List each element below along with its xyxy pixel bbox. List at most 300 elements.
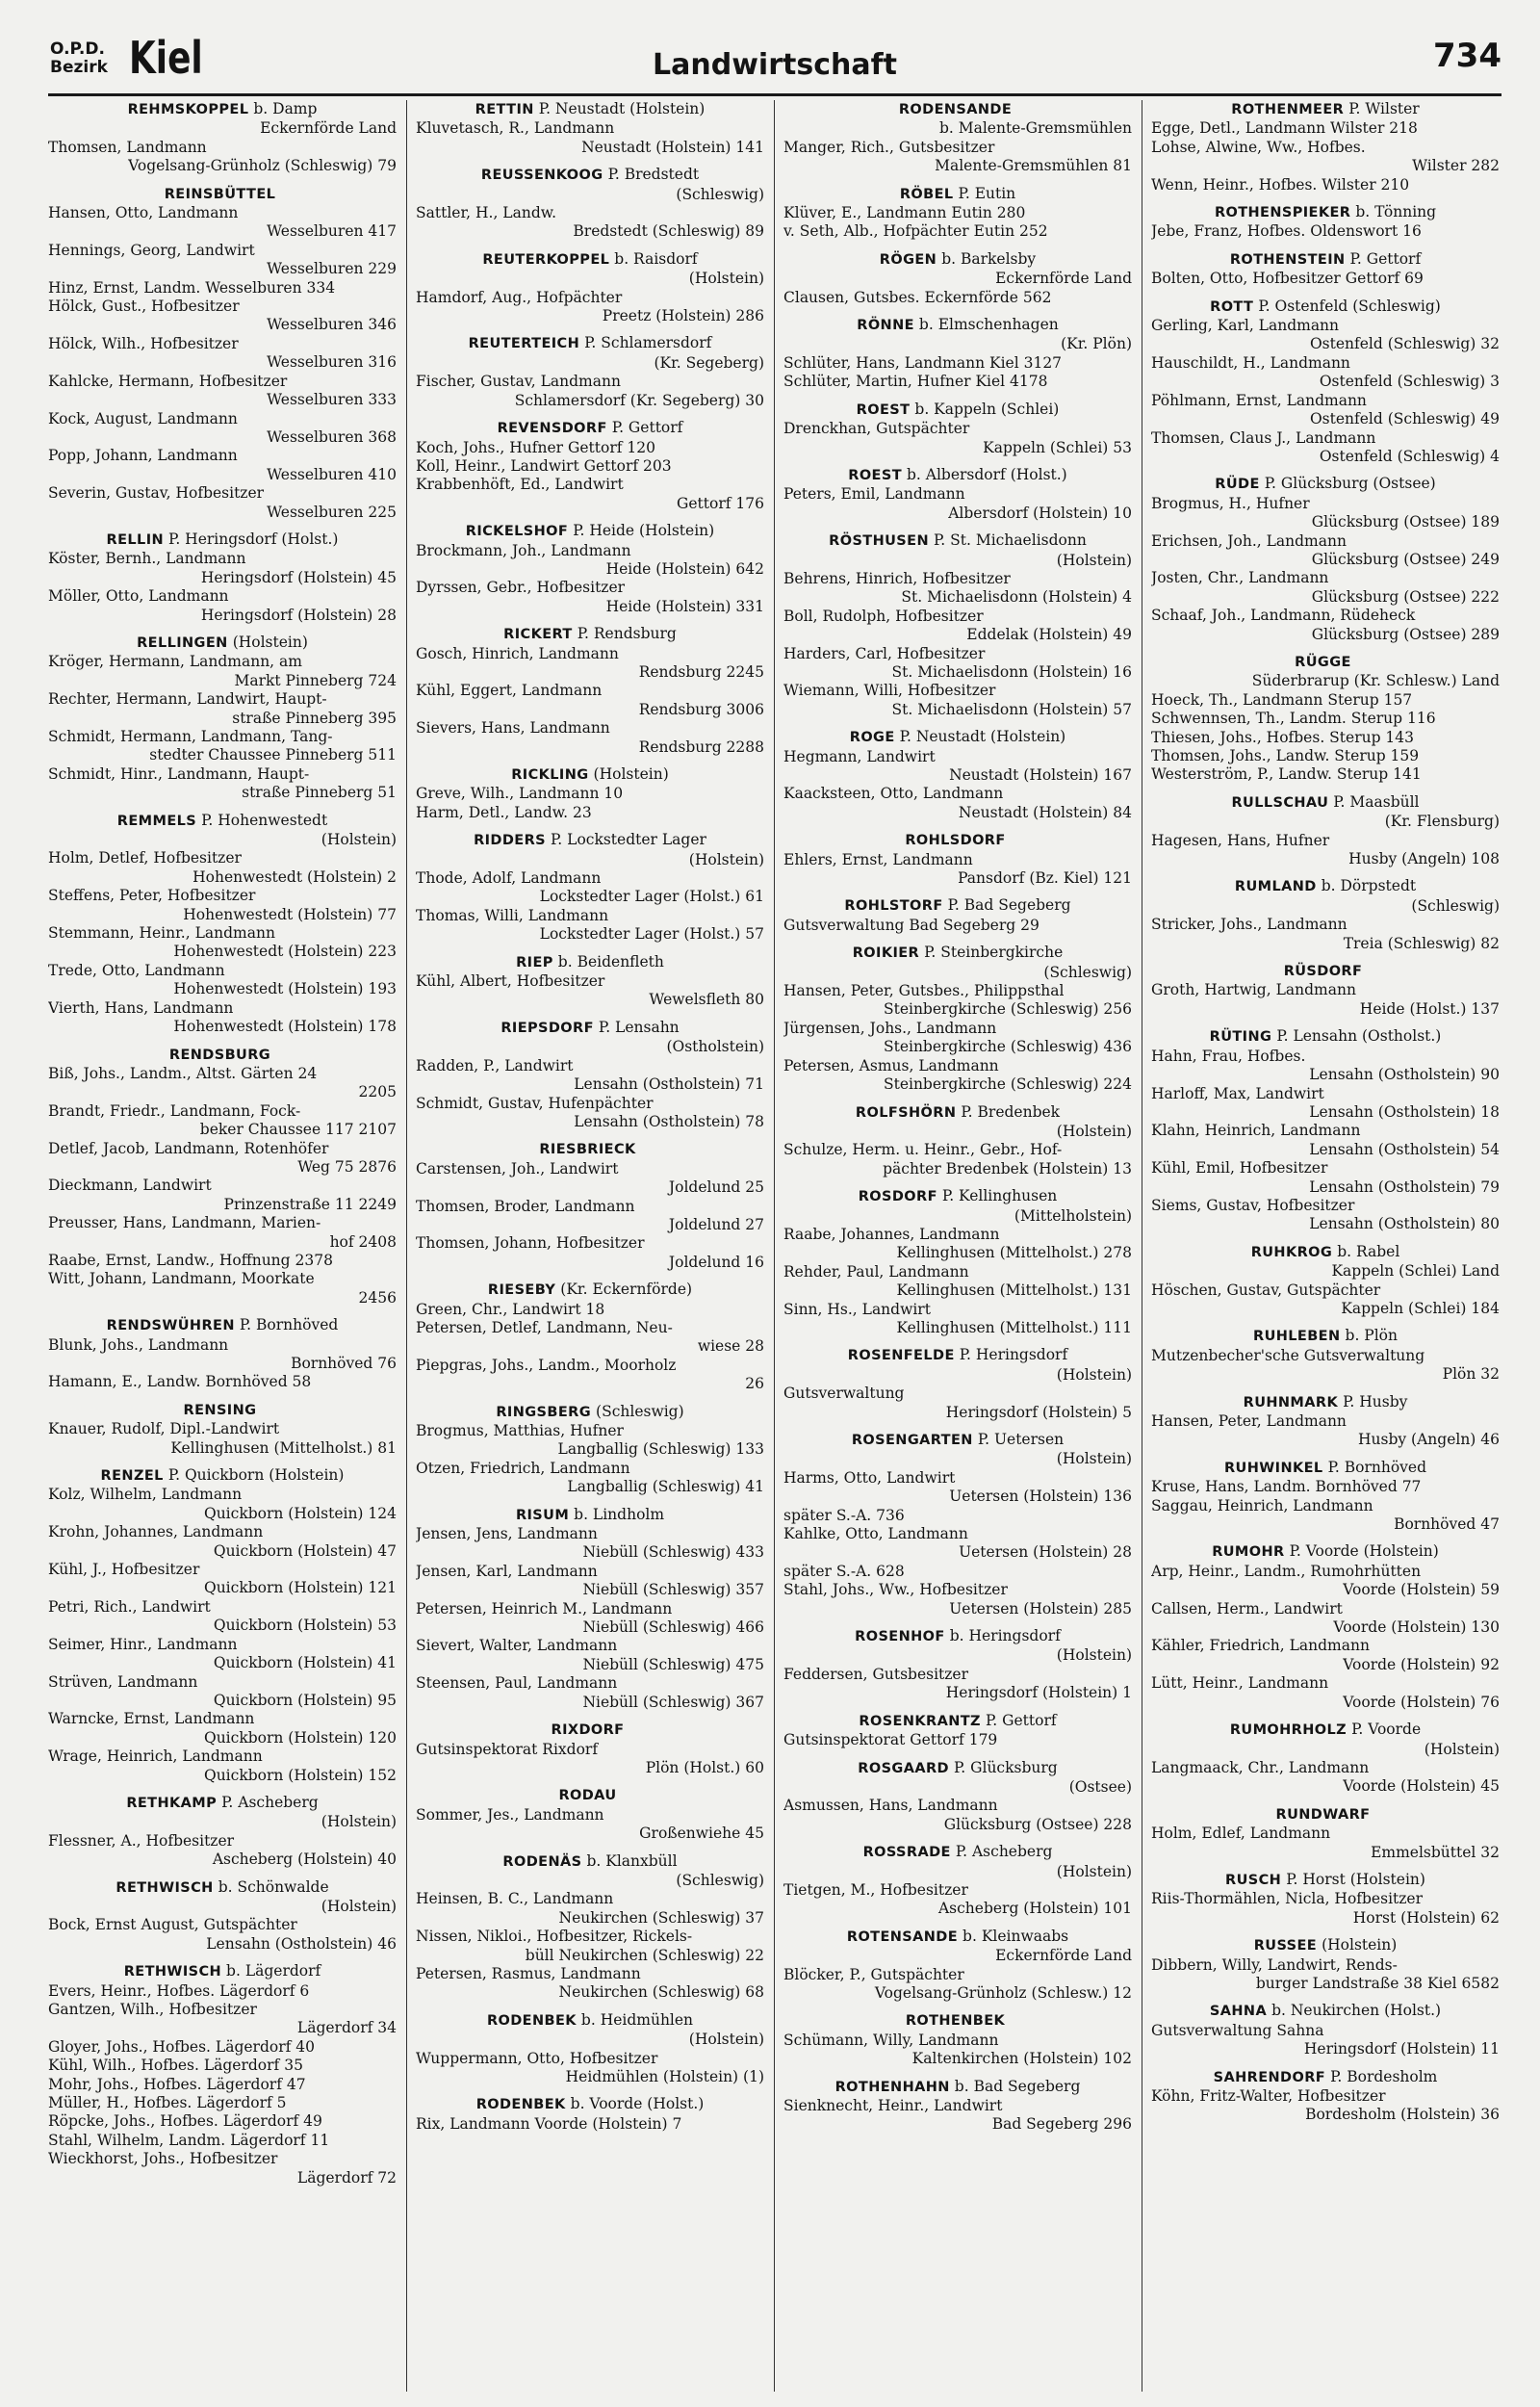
listing-phone-line: Glücksburg (Ostsee) 222 — [1311, 587, 1500, 606]
listing-line: Steffens, Peter, Hofbesitzer — [48, 887, 256, 905]
listing-line: Langmaack, Chr., Landmann — [1151, 1758, 1370, 1776]
place-note-line2: (Holstein) — [1056, 1365, 1132, 1384]
listing-phone-line: wiese 28 — [697, 1337, 764, 1356]
place-heading — [416, 2011, 764, 2031]
place-heading — [1151, 475, 1500, 494]
place-entry — [48, 1046, 397, 1308]
place-name: RUMLAND — [1234, 879, 1317, 895]
place-note: b. Voorde (Holst.) — [570, 2095, 705, 2113]
listing-line: Thiesen, Johs., Hofbes. Sterup 143 — [1151, 728, 1415, 746]
listing-phone-line: Rendsburg 3006 — [638, 700, 764, 718]
listing-phone-line: Heide (Holst.) 137 — [1359, 999, 1500, 1018]
listing-line: Gantzen, Wilh., Hofbesitzer — [48, 2001, 257, 2018]
listing-phone-line: Quickborn (Holstein) 120 — [203, 1728, 397, 1747]
place-entry — [783, 100, 1132, 176]
place-note: P. Lensahn — [598, 1018, 680, 1036]
place-entry — [48, 100, 397, 176]
listing-line: Hennings, Georg, Landwirt — [48, 241, 255, 259]
listing-line: Otzen, Friedrich, Landmann — [416, 1459, 630, 1477]
place-entry — [416, 2011, 764, 2087]
listing-line: Arp, Heinr., Landm., Rumohrhütten — [1151, 1562, 1422, 1580]
listing-phone-line: Kellinghusen (Mittelholst.) 278 — [896, 1244, 1132, 1262]
listing-line: Evers, Heinr., Hofbes. Lägerdorf 6 — [48, 1981, 310, 2000]
place-name: RUHNMARK — [1243, 1394, 1339, 1411]
listing-line: Thomas, Willi, Landmann — [416, 906, 609, 924]
place-name: RODENBEK — [475, 2097, 566, 2113]
place-name: RODENBEK — [486, 2012, 577, 2029]
listing-line: Gutsinspektorat Rixdorf — [416, 1740, 599, 1758]
listing-phone-line: Uetersen (Holstein) 136 — [949, 1488, 1132, 1506]
listing-phone-line: Joldelund 27 — [668, 1215, 764, 1233]
place-entry — [783, 531, 1132, 719]
place-note-line2: (Ostsee) — [1068, 1777, 1132, 1796]
listing-line: Bock, Ernst August, Gutspächter — [48, 1916, 297, 1934]
listing-phone-line: Heide (Holstein) 331 — [605, 597, 764, 615]
listing-phone-line: St. Michaelisdonn (Holstein) 16 — [891, 662, 1132, 681]
listing-line: Harms, Otto, Landwirt — [783, 1468, 956, 1487]
place-name: RICKERT — [503, 627, 573, 643]
listing-line: Hagesen, Hans, Hufner — [1151, 831, 1330, 849]
listing-phone-line: Voorde (Holstein) 76 — [1343, 1693, 1500, 1711]
listing-phone-line: Pansdorf (Bz. Kiel) 121 — [958, 869, 1132, 888]
listing-line: Biß, Johs., Landm., Altst. Gärten 24 — [48, 1064, 318, 1082]
place-heading — [416, 1506, 764, 1525]
place-entry — [1151, 2002, 1500, 2058]
listing-line: Krohn, Johannes, Landmann — [48, 1523, 264, 1541]
place-entry — [783, 1712, 1132, 1750]
place-heading — [1151, 1542, 1500, 1562]
place-note: b. Schönwalde — [218, 1877, 329, 1896]
place-name: RENDSBURG — [168, 1047, 271, 1063]
place-entry — [416, 953, 764, 1010]
place-name: ROSENFELDE — [847, 1348, 955, 1364]
place-note-line2: Süderbrarup (Kr. Schlesw.) Land — [1251, 672, 1500, 690]
listing-line: Stahl, Johs., Ww., Hofbesitzer — [783, 1581, 1008, 1599]
place-heading — [416, 1721, 764, 1740]
place-entry — [416, 1403, 764, 1497]
listing-line: Klahn, Heinrich, Landmann — [1151, 1122, 1361, 1140]
place-name: RÖBEL — [899, 186, 954, 202]
place-note: b. Tönning — [1355, 203, 1437, 221]
listing-line: Hinz, Ernst, Landm. Wesselburen 334 — [48, 278, 336, 297]
place-name: ROTHENHAHN — [834, 2079, 950, 2095]
place-note: b. Bad Segeberg — [954, 2077, 1081, 2095]
place-note: P. Voorde (Holstein) — [1289, 1542, 1439, 1561]
listing-phone-line: Kappeln (Schlei) 184 — [1341, 1299, 1500, 1317]
listing-line: Fischer, Gustav, Landmann — [416, 373, 621, 391]
place-entry — [783, 1759, 1132, 1835]
listing-line: Wiemann, Willi, Hofbesitzer — [783, 682, 996, 700]
place-entry — [48, 1962, 397, 2187]
listing-line: Heinsen, B. C., Landmann — [416, 1890, 614, 1908]
listing-line: Vierth, Hans, Landmann — [48, 998, 234, 1017]
place-note-line2: (Holstein) — [688, 270, 764, 288]
listing-line: Sievert, Walter, Landmann — [416, 1637, 618, 1655]
place-note-line2: Eckernförde Land — [995, 270, 1132, 288]
place-name: REMMELS — [116, 813, 197, 829]
listing-line: Hoeck, Th., Landmann Sterup 157 — [1151, 690, 1413, 709]
place-entry — [783, 896, 1132, 935]
place-name: RÜGGE — [1295, 654, 1351, 670]
place-note: P. Heide (Holstein) — [573, 522, 715, 540]
listing-phone-line: Ascheberg (Holstein) 101 — [937, 1900, 1132, 1918]
listing-line: Gloyer, Johs., Hofbes. Lägerdorf 40 — [48, 2037, 316, 2056]
place-heading — [1151, 877, 1500, 896]
listing-phone-line: Lensahn (Ostholstein) 46 — [206, 1934, 397, 1953]
place-note: b. Plön — [1345, 1327, 1398, 1345]
column-2 — [416, 100, 764, 2392]
place-name: ROEST — [848, 467, 902, 483]
place-entry — [783, 250, 1132, 307]
listing-line: Erichsen, Joh., Landmann — [1151, 531, 1347, 550]
place-note: b. Heidmühlen — [580, 2010, 694, 2029]
place-heading — [416, 2095, 764, 2114]
listing-phone-line: Heidmühlen (Holstein) (1) — [565, 2068, 764, 2085]
listing-line: Asmussen, Hans, Landmann — [783, 1797, 998, 1815]
place-heading — [783, 1103, 1132, 1123]
listing-line: Wieckhorst, Johs., Hofbesitzer — [48, 2150, 278, 2168]
place-name: RIDDERS — [474, 833, 547, 849]
place-heading — [783, 401, 1132, 420]
listing-phone-line: Ostenfeld (Schleswig) 4 — [1319, 447, 1500, 465]
listing-line: Petri, Rich., Landwirt — [48, 1597, 211, 1616]
listing-line: Ehlers, Ernst, Landmann — [783, 850, 973, 868]
listing-phone-line: Steinbergkirche (Schleswig) 224 — [883, 1075, 1132, 1094]
listing-phone-line: Eddelak (Holstein) 49 — [966, 626, 1132, 644]
place-name: REHMSKOPPEL — [127, 102, 249, 117]
place-note: P. Gettorf — [1349, 249, 1422, 268]
place-name: RUMOHRHOLZ — [1229, 1722, 1348, 1739]
listing-line: Jensen, Karl, Landmann — [416, 1562, 598, 1580]
place-entry — [416, 419, 764, 513]
place-entry — [48, 1466, 397, 1785]
listing-line: Raabe, Johannes, Landmann — [783, 1225, 1000, 1243]
listing-line: Holm, Detlef, Hofbesitzer — [48, 849, 242, 867]
place-note: (Holstein) — [593, 765, 669, 783]
listing-line: Radden, P., Landwirt — [416, 1056, 574, 1074]
place-name: RIEP — [516, 954, 553, 971]
listing-line: Kühl, J., Hofbesitzer — [48, 1561, 200, 1579]
place-heading — [783, 2078, 1132, 2097]
listing-phone-line: Bredstedt (Schleswig) 89 — [573, 222, 764, 241]
place-heading — [1151, 100, 1500, 119]
listing-phone-line: büll Neukirchen (Schleswig) 22 — [525, 1946, 764, 1964]
listing-line: Schmidt, Gustav, Hufenpächter — [416, 1094, 654, 1112]
place-heading — [1151, 2002, 1500, 2021]
listing-phone-line: Malente-Gremsmühlen 81 — [935, 157, 1132, 175]
bezirk-label: Bezirk — [50, 58, 108, 77]
place-name: ROTHENSPIEKER — [1214, 205, 1351, 221]
place-name: ROTHENSTEIN — [1229, 251, 1346, 268]
listing-phone-line: Heringsdorf (Holstein) 5 — [945, 1403, 1132, 1421]
place-entry — [416, 765, 764, 822]
place-entry — [783, 728, 1132, 822]
place-name: RÖGEN — [879, 251, 937, 268]
place-name: ROGE — [849, 730, 895, 746]
listing-line: Gutsinspektorat Gettorf 179 — [783, 1731, 998, 1749]
listing-phone-line: Glücksburg (Ostsee) 228 — [943, 1815, 1132, 1833]
listing-line: Detlef, Jacob, Landmann, Rotenhöfer — [48, 1139, 329, 1157]
listing-line: Hamdorf, Aug., Hofpächter — [416, 288, 623, 306]
place-name: ROTT — [1210, 298, 1254, 315]
place-entry — [783, 1843, 1132, 1919]
listing-phone-line: Husby (Angeln) 46 — [1357, 1431, 1500, 1449]
place-note: P. Kellinghusen — [941, 1187, 1058, 1205]
listing-phone-line: Schlamersdorf (Kr. Segeberg) 30 — [514, 391, 764, 409]
place-name: RENZEL — [100, 1468, 164, 1485]
listing-phone-line: Wilster 282 — [1412, 157, 1500, 175]
listing-phone-line: Bornhöved 76 — [291, 1355, 397, 1372]
place-name: REUTERTEICH — [468, 336, 580, 352]
place-name: ROSENKRANTZ — [859, 1713, 981, 1729]
place-heading — [416, 250, 764, 270]
place-name: RIXDORF — [551, 1722, 625, 1739]
listing-line: Mohr, Johs., Hofbes. Lägerdorf 47 — [48, 2075, 306, 2093]
listing-line: Hansen, Peter, Landmann — [1151, 1412, 1347, 1430]
listing-line: Hamann, E., Landw. Bornhöved 58 — [48, 1373, 312, 1391]
listing-phone-line: Kaltenkirchen (Holstein) 102 — [911, 2050, 1132, 2068]
place-heading — [416, 1403, 764, 1422]
place-name: RODENÄS — [502, 1853, 582, 1870]
listing-phone-line: Quickborn (Holstein) 95 — [213, 1691, 397, 1709]
listing-phone-line: Preetz (Holstein) 286 — [602, 307, 764, 325]
place-note: P. Horst (Holstein) — [1286, 1870, 1425, 1888]
listing-line: Köster, Bernh., Landmann — [48, 550, 246, 568]
place-heading — [48, 1316, 397, 1335]
listing-phone-line: 2205 — [358, 1083, 397, 1101]
place-heading — [416, 334, 764, 353]
place-note-line2: Eckernförde Land — [995, 1947, 1132, 1965]
place-heading — [48, 634, 397, 653]
listing-phone-line: Wesselburen 368 — [267, 427, 397, 446]
listing-phone-line: Neustadt (Holstein) 84 — [958, 803, 1132, 821]
place-heading — [1151, 1936, 1500, 1955]
place-name: RETHKAMP — [126, 1795, 218, 1811]
place-entry — [1151, 1936, 1500, 1993]
listing-phone-line: beker Chaussee 117 2107 — [199, 1121, 397, 1139]
listing-line: Sienknecht, Heinr., Landwirt — [783, 2097, 1003, 2114]
listing-phone-line: Quickborn (Holstein) 152 — [203, 1766, 397, 1784]
place-entry — [416, 1852, 764, 2003]
place-entry — [783, 1431, 1132, 1618]
listing-line: Schümann, Willy, Landmann — [783, 2031, 999, 2049]
place-heading — [1151, 250, 1500, 270]
listing-phone-line: Glücksburg (Ostsee) 289 — [1311, 625, 1500, 643]
place-heading — [48, 1794, 397, 1813]
place-name: ROSENHOF — [855, 1629, 945, 1645]
header-rule — [48, 93, 1502, 96]
place-name: REINSBÜTTEL — [164, 186, 276, 202]
listing-line: Petersen, Rasmus, Landmann — [416, 1964, 641, 1982]
listing-line: Stahl, Wilhelm, Landm. Lägerdorf 11 — [48, 2131, 330, 2149]
listing-line: Kühl, Albert, Hofbesitzer — [416, 972, 605, 991]
place-heading — [1151, 203, 1500, 222]
listing-phone-line: Ascheberg (Holstein) 40 — [212, 1851, 397, 1869]
place-heading — [48, 100, 397, 119]
place-heading — [48, 1046, 397, 1065]
place-entry — [783, 2011, 1132, 2068]
listing-line: Brandt, Friedr., Landmann, Fock- — [48, 1101, 301, 1120]
listing-line: Wrage, Heinrich, Landmann — [48, 1747, 263, 1766]
listing-line: Gosch, Hinrich, Landmann — [416, 644, 619, 662]
listing-line: Piepgras, Johs., Landm., Moorholz — [416, 1356, 677, 1374]
listing-line: Schmidt, Hermann, Landmann, Tang- — [48, 728, 333, 745]
place-entry — [783, 401, 1132, 457]
place-note: P. Gettorf — [611, 419, 683, 437]
place-entry — [1151, 877, 1500, 953]
place-name: RUHWINKEL — [1223, 1460, 1323, 1476]
column-4 — [1151, 100, 1500, 2392]
listing-line: Peters, Emil, Landmann — [783, 485, 965, 504]
place-note: b. Rabel — [1337, 1242, 1400, 1260]
place-note-line2: (Holstein) — [688, 850, 764, 868]
place-entry — [783, 466, 1132, 523]
place-note-line2: (Holstein) — [321, 1813, 397, 1831]
place-entry — [1151, 1459, 1500, 1535]
listing-line: Feddersen, Gutsbesitzer — [783, 1665, 969, 1683]
place-name: RICKELSHOF — [465, 524, 569, 540]
listing-line: Klüver, E., Landmann Eutin 280 — [783, 204, 1026, 222]
listing-line: Lohse, Alwine, Ww., Hofbes. — [1151, 138, 1366, 156]
place-note-line2: (Kr. Segeberg) — [654, 353, 764, 372]
listing-line: Hansen, Peter, Gutsbes., Philippsthal — [783, 982, 1065, 1000]
place-entry — [1151, 1393, 1500, 1450]
place-note: P. Glücksburg — [953, 1758, 1058, 1776]
listing-line: Kahlke, Otto, Landmann — [783, 1525, 968, 1543]
listing-phone-line: Vogelsang-Grünholz (Schlesw.) 12 — [874, 1983, 1132, 2002]
place-heading — [1151, 298, 1500, 317]
place-note-line2: (Holstein) — [1056, 1122, 1132, 1140]
place-name: RÖNNE — [857, 318, 914, 334]
place-name: RUHKROG — [1250, 1244, 1333, 1260]
listing-line: Josten, Chr., Landmann — [1151, 569, 1329, 587]
listing-line: Kolz, Wilhelm, Landmann — [48, 1486, 243, 1504]
listing-phone-line: Steinbergkirche (Schleswig) 256 — [883, 1000, 1132, 1019]
listing-phone-line: Wesselburen 225 — [267, 503, 397, 521]
place-name: RUHLEBEN — [1253, 1329, 1341, 1345]
listing-phone-line: Lockstedter Lager (Holst.) 57 — [539, 925, 764, 944]
listing-line: Bolten, Otto, Hofbesitzer Gettorf 69 — [1151, 270, 1424, 288]
listing-line: Harm, Detl., Landw. 23 — [416, 803, 592, 821]
place-note: P. Ascheberg — [955, 1843, 1053, 1861]
listing-phone-line: Joldelund 16 — [668, 1253, 764, 1271]
place-note: P. Lensahn (Ostholst.) — [1276, 1027, 1442, 1046]
place-name: REUSSENKOOG — [480, 168, 603, 184]
place-entry — [416, 1786, 764, 1843]
listing-line: Trede, Otto, Landmann — [48, 961, 225, 979]
place-name: RÜSDORF — [1283, 964, 1363, 980]
place-name: REVENSDORF — [497, 421, 607, 437]
place-name: ROHLSDORF — [905, 833, 1006, 849]
place-note-line2: (Mittelholstein) — [1014, 1206, 1132, 1225]
listing-line: Schlüter, Hans, Landmann Kiel 3127 — [783, 353, 1063, 372]
place-name: RUMOHR — [1212, 1544, 1285, 1561]
listing-line: Wuppermann, Otto, Hofbesitzer — [416, 2049, 658, 2067]
place-heading — [1151, 1805, 1500, 1825]
listing-line: Sinn, Hs., Landwirt — [783, 1300, 931, 1318]
place-note: (Holstein) — [1322, 1936, 1398, 1954]
place-entry — [416, 831, 764, 944]
listing-line: Tietgen, M., Hofbesitzer — [783, 1880, 968, 1899]
place-note-line2: (Holstein) — [688, 2031, 764, 2049]
listing-phone-line: Langballig (Schleswig) 41 — [567, 1478, 764, 1496]
listing-phone-line: Heringsdorf (Holstein) 45 — [200, 568, 397, 586]
place-entry — [48, 531, 397, 625]
listing-phone-line: Joldelund 25 — [668, 1178, 764, 1197]
place-heading — [1151, 793, 1500, 813]
listing-line: Schlüter, Martin, Hufner Kiel 4178 — [783, 373, 1048, 391]
place-note: P. Neustadt (Holstein) — [899, 728, 1066, 746]
listing-phone-line: Niebüll (Schleswig) 466 — [582, 1618, 764, 1637]
listing-line: Carstensen, Joh., Landwirt — [416, 1159, 619, 1178]
place-note-line2: (Holstein) — [1056, 1450, 1132, 1468]
place-name: ROTHENBEK — [905, 2013, 1006, 2030]
place-note: P. Bornhöved — [239, 1316, 339, 1334]
place-entry — [1151, 793, 1500, 869]
listing-line: Brogmus, H., Hufner — [1151, 494, 1310, 512]
listing-phone-line: Wesselburen 410 — [267, 465, 397, 483]
listing-line: Witt, Johann, Landmann, Moorkate — [48, 1270, 315, 1288]
listing-phone-line: Quickborn (Holstein) 121 — [203, 1579, 397, 1597]
listing-line: Schmidt, Hinr., Landmann, Haupt- — [48, 764, 310, 783]
place-entry — [783, 1627, 1132, 1703]
listing-phone-line: pächter Bredenbek (Holstein) 13 — [883, 1159, 1132, 1178]
place-heading — [416, 953, 764, 972]
place-entry — [48, 1794, 397, 1870]
place-entry — [48, 185, 397, 522]
listing-phone-line: Glücksburg (Ostsee) 189 — [1311, 513, 1500, 531]
place-entry — [783, 831, 1132, 888]
listing-line: Dieckmann, Landwirt — [48, 1177, 212, 1195]
place-entry — [416, 1506, 764, 1712]
place-name: RÖSTHUSEN — [829, 533, 929, 550]
place-note: b. Raisdorf — [614, 249, 698, 268]
place-heading — [783, 100, 1132, 119]
place-heading — [783, 1759, 1132, 1778]
listing-line: Schulze, Herm. u. Heinr., Gebr., Hof- — [783, 1141, 1063, 1159]
listing-line: Flessner, A., Hofbesitzer — [48, 1831, 235, 1850]
place-entry — [48, 634, 397, 803]
listing-phone-line: Vogelsang-Grünholz (Schleswig) 79 — [128, 157, 397, 175]
place-name: RUSSEE — [1253, 1938, 1318, 1954]
listing-phone-line: Neustadt (Holstein) 141 — [581, 138, 764, 156]
listing-line: Hölck, Gust., Hofbesitzer — [48, 298, 240, 316]
listing-line: Steensen, Paul, Landmann — [416, 1674, 618, 1693]
place-heading — [783, 1431, 1132, 1450]
place-entry — [1151, 653, 1500, 785]
place-heading — [783, 185, 1132, 204]
listing-line: Warncke, Ernst, Landmann — [48, 1710, 255, 1728]
place-name: SAHRENDORF — [1213, 2069, 1326, 2085]
listing-phone-line: Gettorf 176 — [676, 494, 764, 512]
listing-line: später S.-A. 628 — [783, 1562, 905, 1580]
listing-line: Dyrssen, Gebr., Hofbesitzer — [416, 579, 626, 597]
place-entry — [416, 625, 764, 757]
listing-phone-line: Lensahn (Ostholstein) 80 — [1309, 1215, 1500, 1233]
place-name: REUTERKOPPEL — [482, 251, 610, 268]
listing-line: Kaacksteen, Otto, Landmann — [783, 785, 1004, 803]
place-name: ROSSRADE — [862, 1845, 951, 1861]
listing-phone-line: Kellinghusen (Mittelholst.) 111 — [896, 1318, 1132, 1336]
listing-phone-line: Glücksburg (Ostsee) 249 — [1311, 550, 1500, 568]
place-entry — [416, 1019, 764, 1131]
listing-line: Harders, Carl, Hofbesitzer — [783, 644, 986, 662]
place-heading — [416, 1140, 764, 1159]
listing-line: Blunk, Johs., Landmann — [48, 1335, 229, 1354]
place-heading — [783, 1928, 1132, 1947]
place-note: b. Lindholm — [574, 1505, 665, 1523]
listing-phone-line: Albersdorf (Holstein) 10 — [948, 504, 1132, 522]
